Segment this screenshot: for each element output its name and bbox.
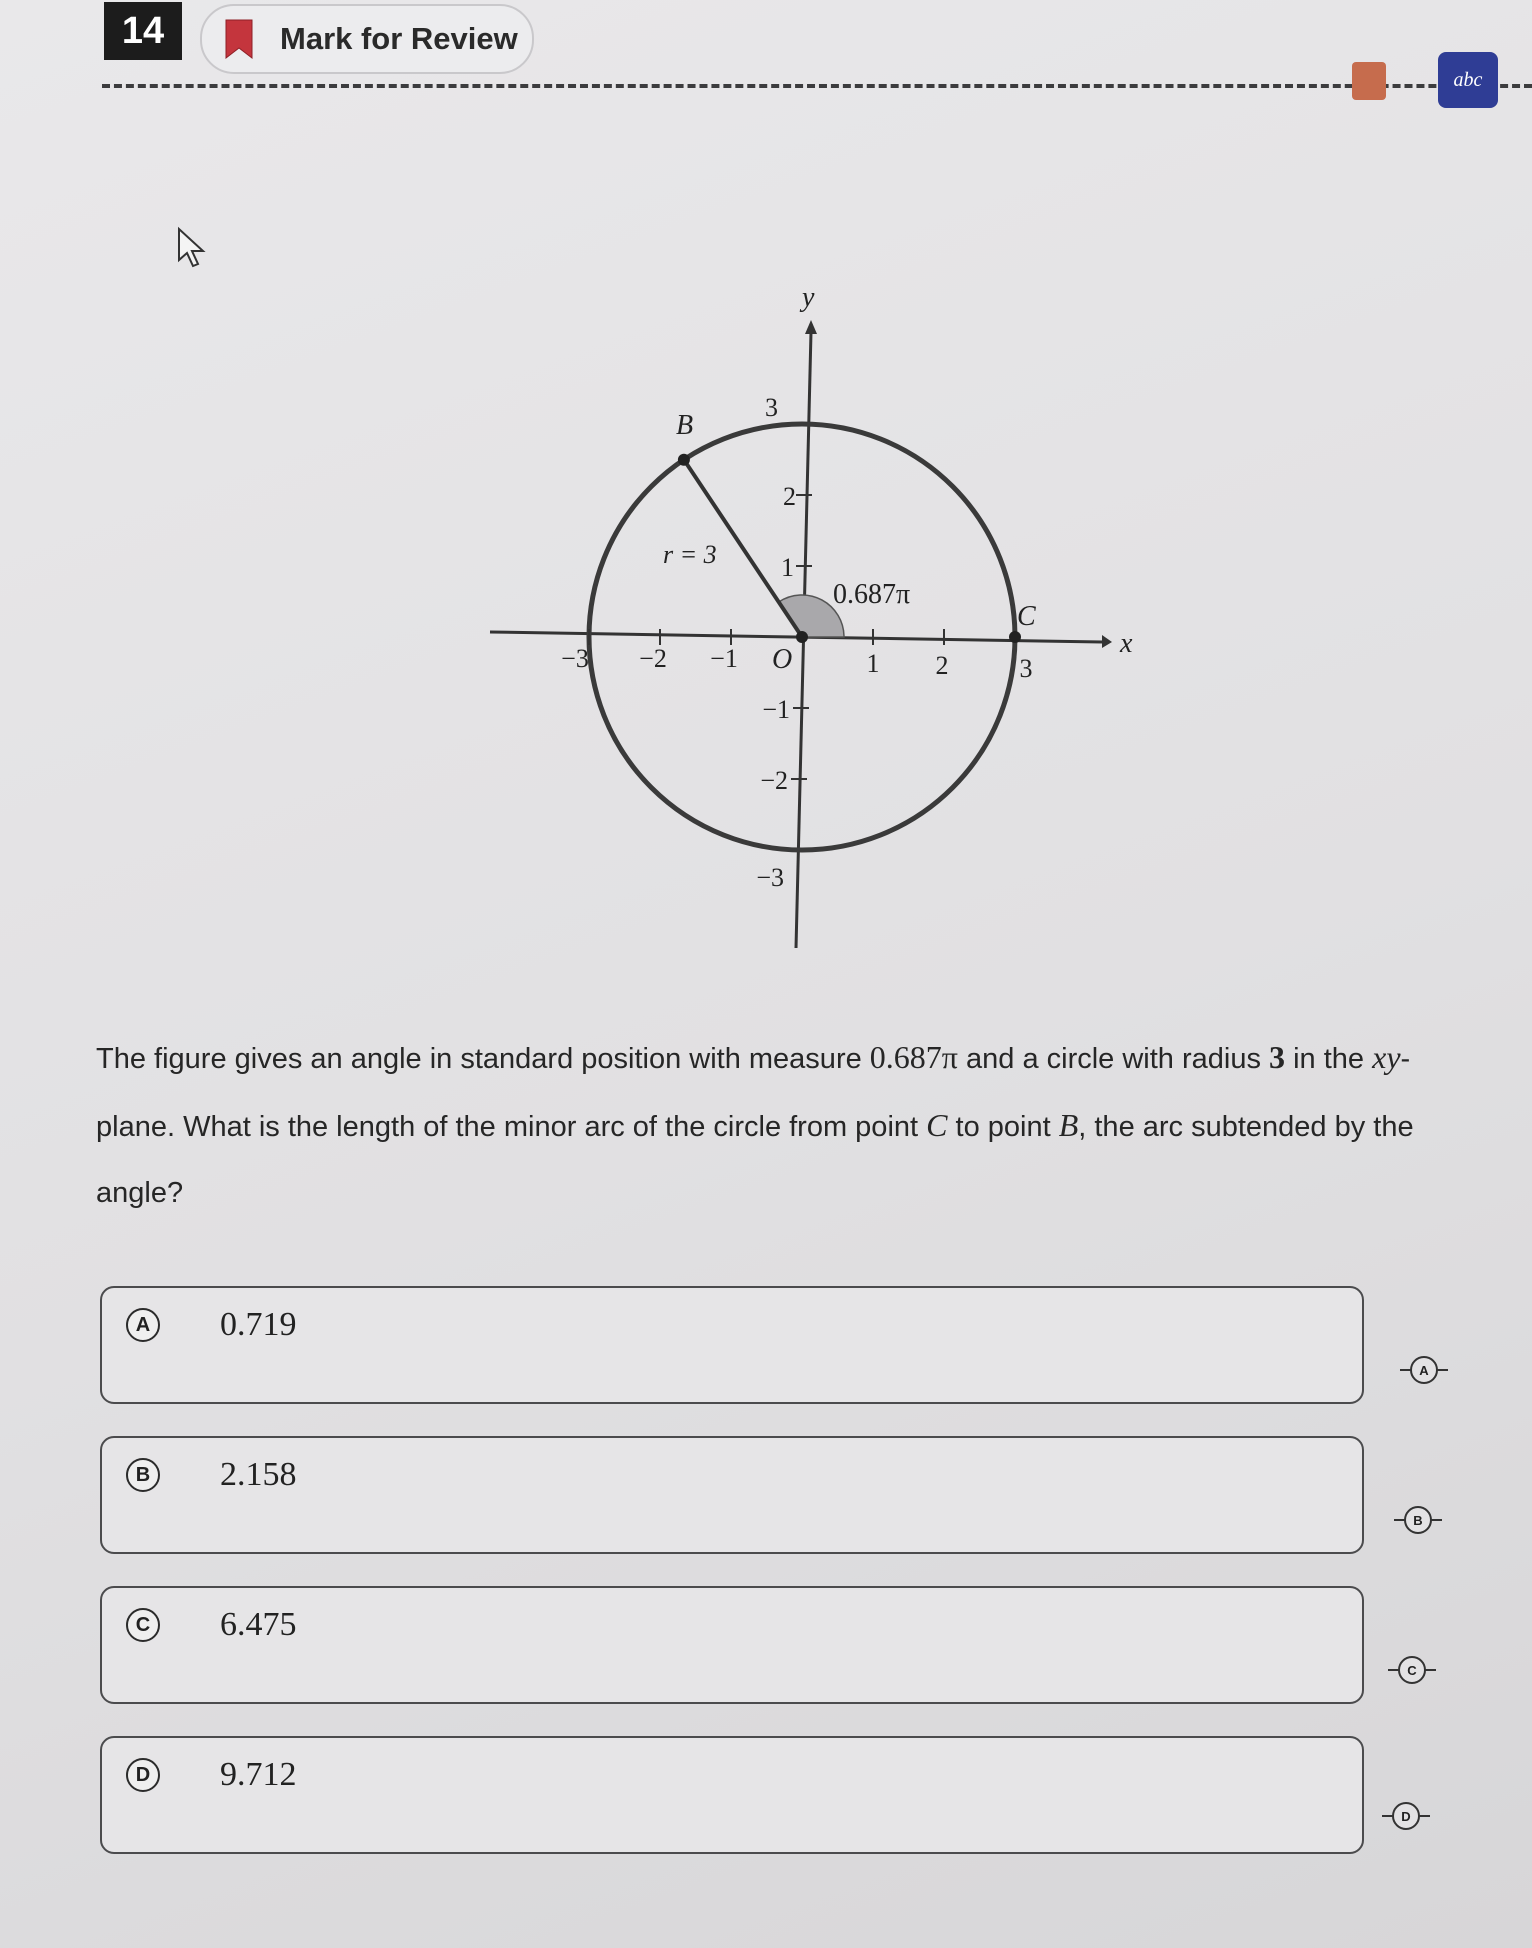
x-axis-label: x [1120, 628, 1133, 659]
question-number: 14 [104, 2, 182, 60]
origin-point [796, 631, 808, 643]
mark-for-review-button[interactable] [200, 4, 534, 74]
bookmark-icon [224, 18, 254, 60]
choice-letter-b: B [126, 1458, 160, 1492]
choice-letter-c: C [126, 1608, 160, 1642]
choice-c[interactable] [100, 1586, 1364, 1704]
x-tick-label: −1 [710, 644, 738, 673]
x-tick-label: −3 [561, 644, 589, 673]
choice-letter-a: A [126, 1308, 160, 1342]
point-b-ref: B [1058, 1107, 1079, 1143]
choice-value-b: 2.158 [220, 1456, 297, 1493]
question-part: , the arc subtended by the angle? [96, 1111, 1414, 1209]
x-tick-label: −2 [639, 644, 667, 673]
mouse-cursor-icon [176, 226, 206, 270]
x-axis-arrow-icon [1102, 635, 1112, 648]
y-tick-label: 3 [765, 393, 778, 422]
y-tick-label: 2 [783, 482, 796, 511]
x-tick-label: 2 [935, 651, 949, 680]
y-axis-arrow-icon [805, 320, 817, 334]
radius-label: r = 3 [663, 540, 717, 569]
eliminate-a-button[interactable] [1400, 1352, 1448, 1388]
y-tick-label: −3 [756, 863, 784, 892]
angle-label: 0.687π [833, 579, 911, 610]
unit-circle-figure [480, 280, 1140, 960]
choice-a[interactable] [100, 1286, 1364, 1404]
y-tick-label: −1 [762, 695, 790, 724]
point-b [678, 454, 690, 466]
point-c [1009, 631, 1021, 643]
origin-label: O [772, 644, 793, 675]
point-b-label: B [676, 410, 694, 441]
choice-value-d: 9.712 [220, 1756, 297, 1793]
question-part: to point [947, 1111, 1059, 1143]
annotate-button[interactable] [1438, 52, 1498, 108]
eliminate-d-letter: D [1392, 1802, 1420, 1830]
question-part: and a circle with radius [957, 1043, 1270, 1075]
eliminate-b-button[interactable] [1394, 1502, 1442, 1538]
choice-b[interactable] [100, 1436, 1364, 1554]
question-part: The figure gives an angle in standard position with measure [96, 1043, 870, 1075]
eliminate-c-button[interactable] [1388, 1652, 1436, 1688]
point-c-label: C [1017, 601, 1036, 632]
eliminate-a-letter: A [1410, 1356, 1438, 1384]
y-tick-label: 1 [781, 553, 794, 582]
y-axis-label: y [802, 282, 815, 313]
question-text [96, 1024, 1456, 1226]
point-c-ref: C [926, 1107, 948, 1143]
header-divider [102, 84, 1532, 88]
choice-letter-d: D [126, 1758, 160, 1792]
angle-value: 0.687π [869, 1039, 958, 1075]
calculator-icon[interactable] [1352, 62, 1386, 100]
y-tick-label: −2 [760, 766, 788, 795]
question-part: -plane. What is the length of the minor arc of the circle from point [96, 1043, 1411, 1143]
eliminate-b-letter: B [1404, 1506, 1432, 1534]
mark-for-review-label: Mark for Review [280, 21, 518, 56]
annotate-label: abc [1453, 68, 1483, 91]
choice-d[interactable] [100, 1736, 1364, 1854]
choice-value-c: 6.475 [220, 1606, 297, 1643]
eliminate-c-letter: C [1398, 1656, 1426, 1684]
x-tick-label: 3 [1019, 654, 1033, 683]
question-part: in the [1285, 1043, 1373, 1075]
radius-value: 3 [1269, 1039, 1286, 1075]
plane-label: xy [1372, 1039, 1401, 1075]
choice-value-a: 0.719 [220, 1306, 297, 1343]
x-tick-label: 1 [866, 649, 880, 678]
eliminate-d-button[interactable] [1382, 1798, 1430, 1834]
